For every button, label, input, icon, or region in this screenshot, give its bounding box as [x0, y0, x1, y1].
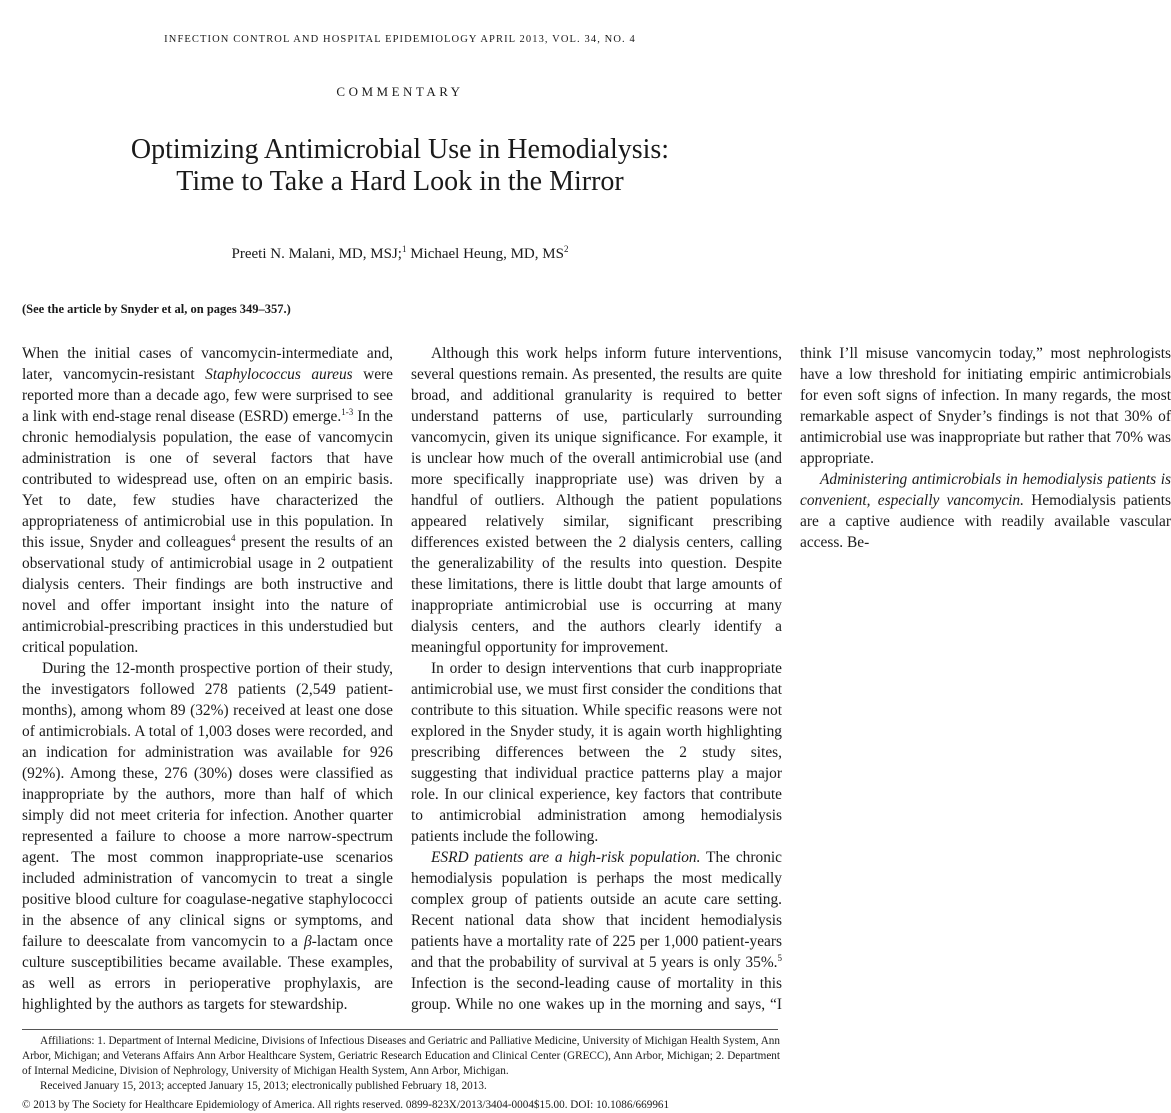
citation-ref: 1-3 [341, 406, 354, 417]
section-label: COMMENTARY [336, 84, 464, 99]
paragraph-2 [22, 658, 393, 1015]
paragraph-3: Although this work helps inform future interventions, several questions remain. As presented, the results are quite broad, and additional granularity is required to better understand patterns of use, particularly surrounding vancomycin, given its unique significance. For example, it is unclear how much of the overall antimicrobial use (and more specifically inappropriate use) was driven by a handful of outliers. Although the patient populations appeared relatively similar, significant prescribing differences existed between the 2 dialysis centers, calling the generalizability of the results into question. Despite these limitations, there is little doubt that large amounts of inappropriate antimicrobial use is occurring at many dialysis centers, and the authors clearly identify a meaningful opportunity for improvement. [411, 345, 782, 656]
text-run: The chronic hemodialysis population is perhaps the most medically complex group of patients outside an acute care setting. Recent national data show that incident hemodialysis patients have a mortality rate of 225 per 1,000 patient-years and that the probability of survival at 5 years is only 35%. [411, 849, 782, 971]
citation-ref: 5 [777, 952, 782, 963]
received-dates: Received January 15, 2013; accepted January 15, 2013; electronically published February 18, 2013. [40, 1080, 487, 1092]
text-run: During the 12-month prospective portion of their study, the investigators followed 278 patients (2,549 patient-months), among whom 89 (32%) received at least one dose of antimicrobials. A total of 1,003 doses were recorded, and an indication for administration was available for 926 (92%). Among these, 276 (30%) doses were classified as inappropriate by the authors, more than half of which simply did not meet criteria for infection. Another quarter represented a failure to choose a more narrow-spectrum agent. The most common inappropriate-use scenarios included administration of vancomycin to treat a single positive blood culture for coagulase-negative staphylococci in the absence of any clinical signs or symptoms, and failure to deescalate from vancomycin to a [22, 660, 393, 950]
text-run: In the chronic hemodialysis population, the ease of vancomycin administration is one of several factors that have contributed to widespread use, often on an empiric basis. Yet to date, few studies have characterized the appropriateness of antimicrobial use in this population. In this issue, Snyder and colleagues [22, 408, 393, 551]
text-run: were reported more than a decade ago, few were surprised to see a link with end-stage renal disease (ESRD) emerge. [22, 366, 393, 425]
title-line-2: Time to Take a Hard Look in the Mirror [176, 166, 624, 197]
text-run: present the results of an observational study of antimicrobial usage in 2 outpatient dialysis centers. Their findings are both instructive and novel and offer important insight into the nature of antimicrobial-prescribing practices in this understudied but critical population. [22, 534, 393, 656]
running-head: INFECTION CONTROL AND HOSPITAL EPIDEMIOLOGY APRIL 2013, VOL. 34, NO. 4 [164, 34, 636, 45]
footnotes [22, 1034, 780, 1113]
run-in-heading: ESRD patients are a high-risk population. [431, 849, 701, 866]
text-run: -lactam once culture susceptibilities became available. These examples, as well as errors in perioperative prophylaxis, are highlighted by the authors as targets for stewardship. [22, 933, 394, 1013]
paragraph-6 [800, 469, 1171, 553]
text-run: Infection is the second-leading cause of mortality in this group. While no one wakes up in the morning and says, “I think I’ll misuse vancomycin today,” most nephrologists have a low threshold for initiating empiric antimicrobials for even soft signs of infection. In many regards, the most remarkable aspect of Snyder’s findings is not that 30% of antimicrobial use was inappropriate but rather that 70% was appropriate. [411, 345, 1171, 1013]
article-body [22, 343, 1171, 1023]
related-article-note: (See the article by Snyder et al, on pages 349–357.) [22, 302, 291, 316]
copyright-line: © 2013 by The Society for Healthcare Epidemiology of America. All rights reserved. 0899-823X/2013/3404-0004$15.00. DOI: 10.1086/669961 [22, 1099, 670, 1111]
citation-ref: 4 [231, 532, 236, 543]
text-run: When the initial cases of vancomycin-intermediate and, later, vancomycin-resistant [22, 345, 393, 383]
author-2: Michael Heung, MD, MS [406, 246, 564, 262]
affiliations: Affiliations: 1. Department of Internal Medicine, Divisions of Infectious Diseases and Geriatric and Palliative Medicine, University of Michigan Health System, Ann Arbor, Michigan; and Veterans Affairs Ann Arbor Healthcare System, Geriatric Research Education and Clinical Center (GRECC), Ann Arbor, Michigan; 2. Department of Internal Medicine, Division of Nephrology, University of Michigan Health System, Ann Arbor, Michigan. [22, 1035, 780, 1077]
author-2-affiliation: 2 [563, 244, 569, 254]
organism-name: Staphylococcus aureus [205, 366, 353, 383]
author-1: Preeti N. Malani, MD, MSJ; [231, 246, 402, 262]
author-1-affiliation: 1 [401, 244, 407, 254]
title-line-1: Optimizing Antimicrobial Use in Hemodialysis: [130, 134, 670, 165]
paragraph-1 [22, 343, 393, 658]
paragraph-4: In order to design interventions that curb inappropriate antimicrobial use, we must first consider the conditions that contribute to this situation. While specific reasons were not explored in the Snyder study, it is again worth highlighting prescribing differences between the 2 study sites, suggesting that individual practice patterns play a major role. In our clinical experience, key factors that contribute to antimicrobial administration among hemodialysis patients include the following. [411, 660, 782, 845]
article-title [60, 134, 740, 198]
run-in-heading: Administering antimicrobials in hemodialysis patients is convenient, especially vancomycin. [800, 471, 1171, 509]
text-run: Hemodialysis patients are a captive audience with readily available vascular access. Be- [800, 492, 1171, 551]
greek-beta: β [304, 933, 312, 950]
footnote-divider [22, 1029, 778, 1030]
author-line [0, 244, 800, 263]
